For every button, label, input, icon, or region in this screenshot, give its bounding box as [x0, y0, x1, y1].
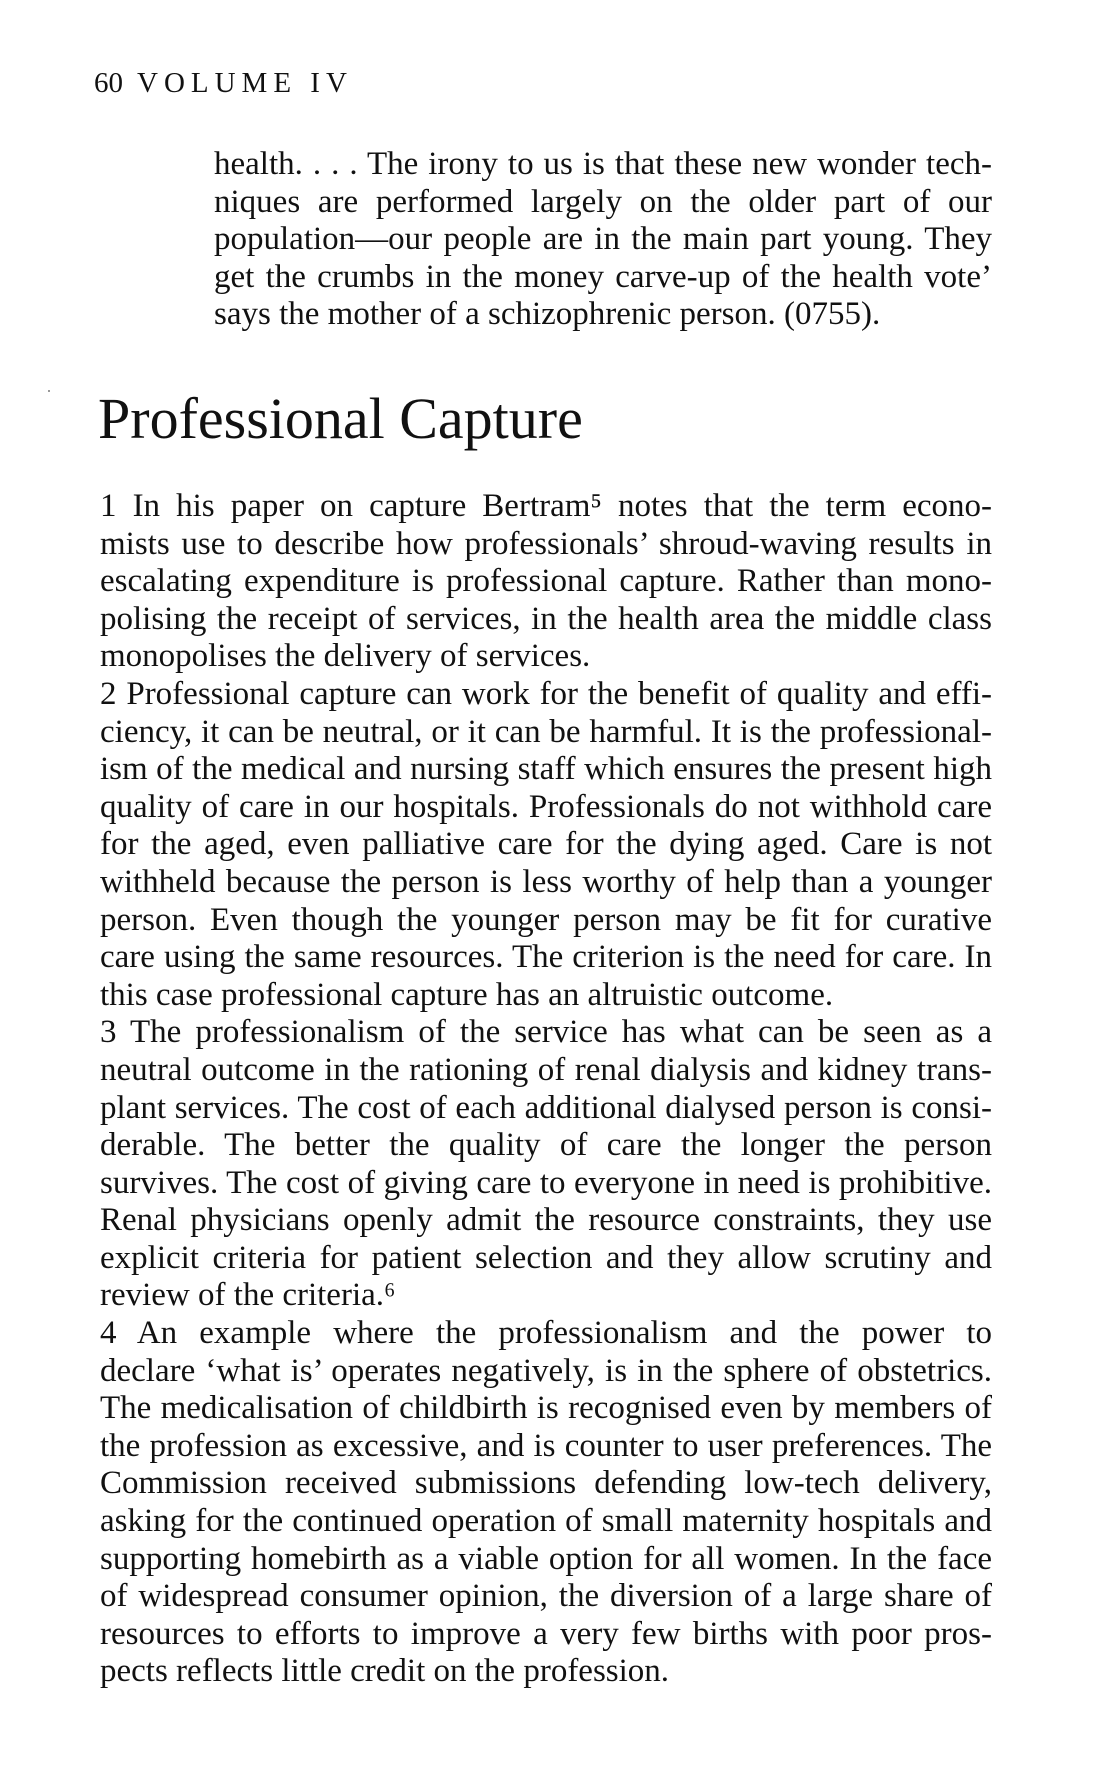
paragraph-1-line: polising the receipt of services, in the health area the middle class: [100, 600, 992, 637]
paragraph-4-line: asking for the continued operation of small maternity hospitals and: [100, 1503, 992, 1540]
running-head: [94, 66, 353, 100]
volume-label: VOLUME IV: [137, 67, 353, 99]
paragraph-2-line: ciency, it can be neutral, or it can be harmful. It is the professional-: [100, 713, 992, 750]
quote-line: health. . . . The irony to us is that these new wonder tech-: [214, 146, 992, 182]
paragraph-3-line: derable. The better the quality of care the longer the person: [100, 1127, 992, 1164]
scan-speck: [48, 390, 50, 392]
paragraph-4-line: supporting homebirth as a viable option for all women. In the face: [100, 1540, 992, 1577]
paragraph-2-line: withheld because the person is less worthy of help than a younger: [100, 863, 992, 900]
paragraph-3-line: plant services. The cost of each additional dialysed person is consi-: [100, 1089, 992, 1126]
paragraph-2-line: this case professional capture has an altruistic outcome.: [100, 976, 834, 1013]
paragraph-4-line: resources to efforts to improve a very few births with poor pros-: [100, 1615, 992, 1652]
paragraph-3-line: 3 The professionalism of the service has what can be seen as a: [100, 1014, 992, 1051]
paragraph-1-line: 1 In his paper on capture Bertram⁵ notes that the term econo-: [100, 488, 992, 524]
paragraph-4-line: of widespread consumer opinion, the diversion of a large share of: [100, 1578, 992, 1615]
paragraph-2-line: for the aged, even palliative care for the dying aged. Care is not: [100, 826, 992, 863]
paragraph-1-line: mists use to describe how professionals’ shroud-waving results in: [100, 525, 992, 562]
paragraph-3-line: review of the criteria.⁶: [100, 1277, 396, 1314]
page-number: 60: [94, 67, 123, 99]
quote-line: get the crumbs in the money carve-up of the health vote’: [214, 258, 992, 295]
quote-block: [214, 146, 992, 334]
paragraph-2-line: 2 Professional capture can work for the benefit of quality and effi-: [100, 675, 992, 712]
paragraph-3-line: neutral outcome in the rationing of renal dialysis and kidney trans-: [100, 1051, 992, 1088]
section-heading: Professional Capture: [98, 386, 583, 451]
paragraph-4-line: Commission received submissions defending low-tech delivery,: [100, 1465, 992, 1502]
paragraph-3-line: survives. The cost of giving care to everyone in need is prohibitive.: [100, 1164, 992, 1201]
paragraph-1-line: escalating expenditure is professional capture. Rather than mono-: [100, 563, 992, 600]
paragraph-1-line: monopolises the delivery of services.: [100, 638, 591, 675]
paragraph-4-line: 4 An example where the professionalism and the power to: [100, 1315, 992, 1352]
paragraph-3-line: Renal physicians openly admit the resource constraints, they use: [100, 1202, 992, 1239]
paragraph-4-line: declare ‘what is’ operates negatively, is in the sphere of obstetrics.: [100, 1352, 992, 1389]
quote-line: niques are performed largely on the older part of our: [214, 183, 992, 220]
quote-line: population—our people are in the main part young. They: [214, 221, 992, 258]
paragraph-2-line: care using the same resources. The criterion is the need for care. In: [100, 939, 992, 976]
paragraph-2-line: ism of the medical and nursing staff which ensures the present high: [100, 751, 992, 788]
paragraph-4-line: The medicalisation of childbirth is recognised even by members of: [100, 1390, 992, 1427]
paragraph-4-line: pects reflects little credit on the profession.: [100, 1653, 670, 1690]
paragraph-2-line: quality of care in our hospitals. Professionals do not withhold care: [100, 788, 992, 825]
body-text: [100, 488, 992, 1691]
paragraph-4-line: the profession as excessive, and is counter to user preferences. The: [100, 1427, 992, 1464]
paragraph-3-line: explicit criteria for patient selection and they allow scrutiny and: [100, 1239, 992, 1276]
paragraph-2-line: person. Even though the younger person may be fit for curative: [100, 901, 992, 938]
quote-line: says the mother of a schizophrenic person. (0755).: [214, 296, 881, 333]
